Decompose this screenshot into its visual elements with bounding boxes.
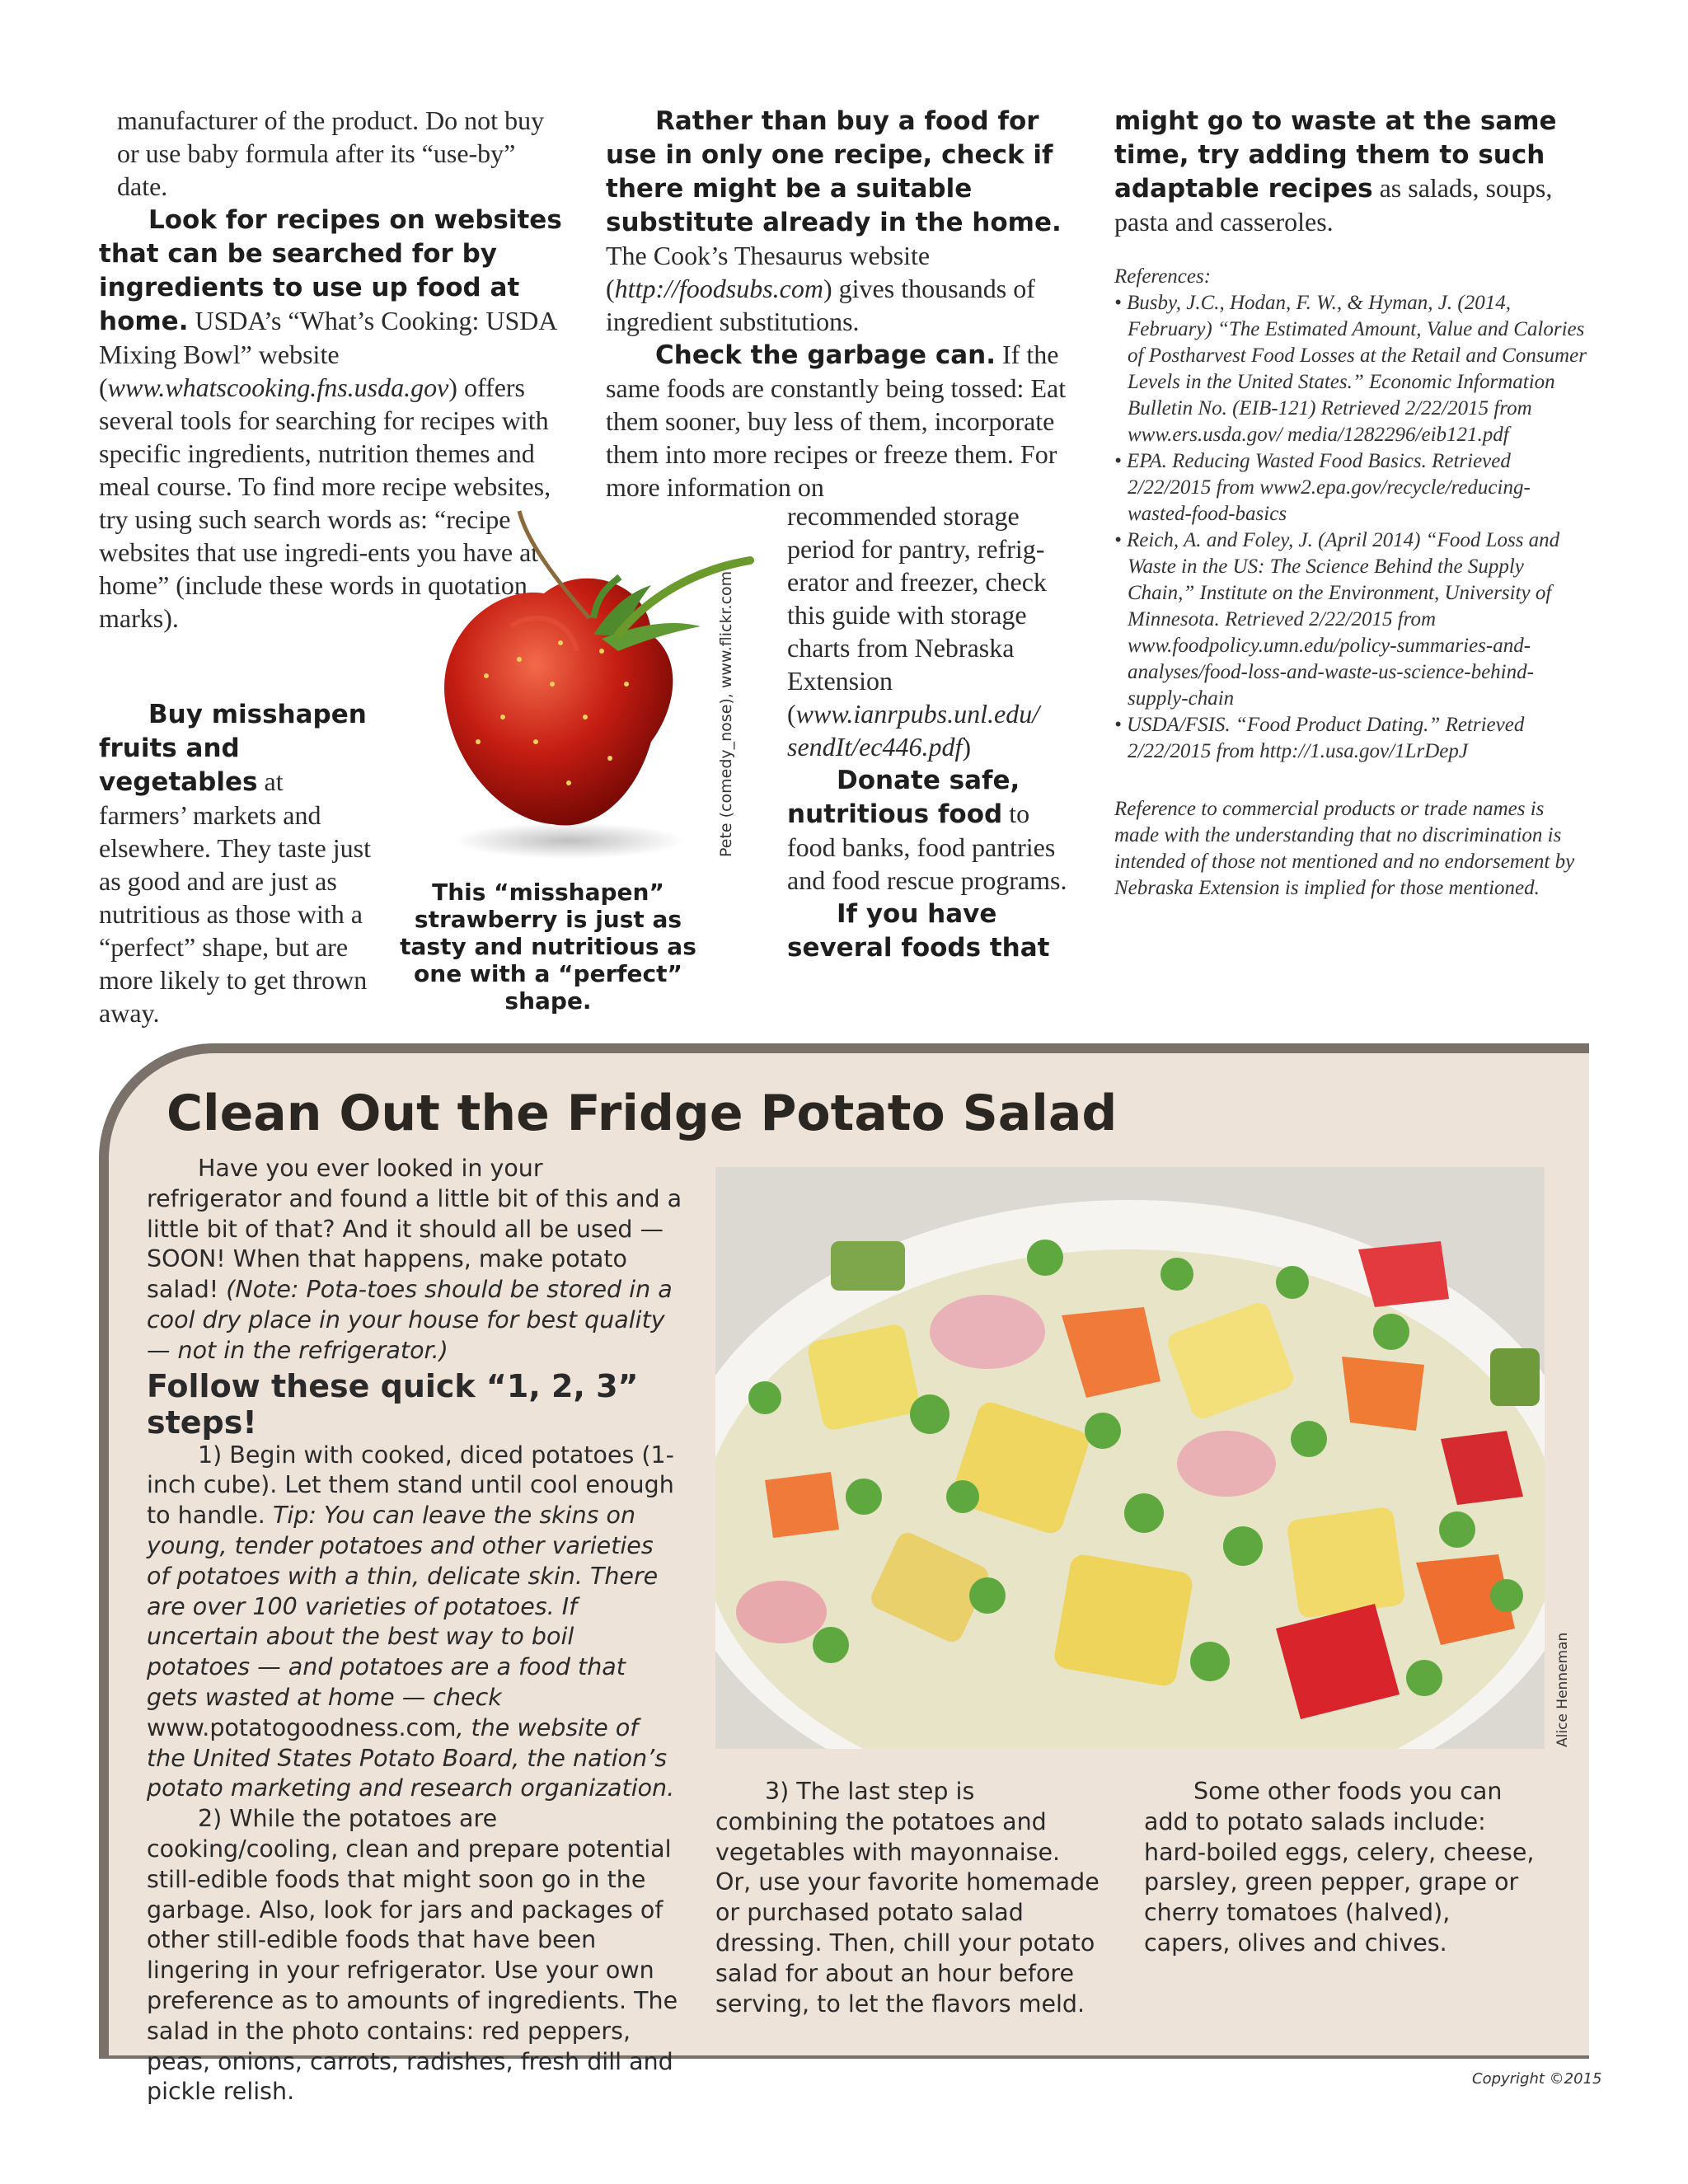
recipe-step-2: 2) While the potatoes are cooking/cooling, clean and prepare potential still-edible foods that might soon go in the garbage. Also, look for jars and packages of other still-edible foods that have been lingering in your refrigerator. Use your own preference as to amounts of ingredients. The salad in the photo contains: red peppers, peas, onions, carrots, radishes, fresh dill and pickle relish. — [147, 1805, 678, 2106]
recipe-left-column — [147, 1154, 682, 2107]
references-title: References: — [1114, 265, 1212, 288]
col1-p3-heading: Buy misshapen fruits and vegetables — [99, 700, 367, 797]
disclaimer: Reference to commercial products or trade names is made with the understanding that no discrimination is intended of those not mentioned and no endorsement by Nebraska Extension is implied for those mentioned. — [1114, 798, 1575, 899]
col2-p4-heading: If you have several foods that — [787, 899, 1050, 963]
foodsubs-link[interactable]: http://foodsubs.com — [614, 274, 823, 303]
potatogoodness-link[interactable]: www.potatogoodness.com — [147, 1713, 457, 1741]
reference-item: • Reich, A. and Foley, J. (April 2014) “Food Loss and Waste in the US: The Science Behind the Supply Chain,” Institute on the Environment, University of Minnesota. Retrieved 2/22/2015 from www.foodpolicy.umn.edu/policy-summaries-and-analyses/food-loss-and-waste-us-science-behind-supply-chain — [1114, 529, 1560, 710]
recipe-intro: Have you ever looked in your refrigerator and found a little bit of this and a little bit of that? And it should all be used — SOON! When that happens, make potato salad! (Note: Pota-toes should be stored in a cool dry place in your house for best quality — not in the refrigerator.) — [147, 1155, 682, 1364]
col1-paragraph-1: manufacturer of the product. Do not buy or use baby formula after its “use-by” date. — [117, 105, 545, 201]
strawberry-figure — [404, 494, 767, 874]
column-2 — [606, 104, 1084, 504]
col2-p3-heading: Donate safe, nutritious food — [787, 766, 1020, 829]
recipe-other-foods: Some other foods you can add to potato salads include: hard-boiled eggs, celery, cheese, parsley, green pepper, grape or cherry tomatoes (halved), capers, olives and chives. — [1144, 1778, 1535, 1957]
column-2-lower — [787, 499, 1084, 964]
ianrpubs-link[interactable]: www.ianrpubs.unl.edu/ sendIt/ec446.pdf — [787, 699, 1040, 762]
recipe-step-3: 3) The last step is combining the potatoes and vegetables with mayonnaise. Or, use your favorite homemade or purchased potato salad dressing. Then, chill your potato salad for about an hour before serving, to let the flavors meld. — [715, 1778, 1100, 2018]
strawberry-caption: This “misshapen” strawberry is just as tasty and nutritious as one with a “perfect” shape. — [400, 879, 696, 1015]
references — [1114, 264, 1592, 922]
strawberry-image — [404, 494, 767, 874]
steps-heading: Follow these quick “1, 2, 3” steps! — [147, 1367, 639, 1441]
col1-paragraph-2: Look for recipes on websites that can be searched for by ingredients to use up food at home. USDA’s “What’s Cooking: USDA Mixing Bowl” website (www.whatscooking.fns.usda.gov) offers several tools for searching for recipes with specific ingredients, nutrition themes and meal course. To find more recipe websites, try using such search words as: “recipe websites that use ingredi-ents you have at home” (include these words in quotation marks). — [99, 205, 562, 633]
col2-p1-heading: Rather than buy a food for use in only one recipe, check if there might be a suitable substitute already in the home. — [606, 106, 1062, 237]
column-1-lower — [99, 697, 371, 1029]
reference-item: • Busby, J.C., Hodan, F. W., & Hyman, J. (2014, February) “The Estimated Amount, Value and Calories of Postharvest Food Losses at the Retail and Consumer Levels in the United States.” Economic Information Bulletin No. (EIB-121) Retrieved 2/22/2015 from www.ers.usda.gov/ media/1282296/eib121.pdf — [1114, 292, 1587, 446]
col2-paragraph-4 — [787, 897, 1084, 964]
col2-p2-heading: Check the garbage can. — [655, 340, 996, 370]
recipe-title: Clean Out the Fridge Potato Salad — [166, 1085, 1118, 1142]
col1-paragraph-3: Buy misshapen fruits and vegetables at farmers’ markets and elsewhere. They taste just as good and are just as nutritious as those with a “perfect” shape, but are more likely to get thrown away. — [99, 700, 371, 1028]
col3-p1-heading: might go to waste at the same time, try adding them to such adaptable recipes — [1114, 106, 1557, 204]
strawberry-photo-credit: Pete (comedy_nose), www.flickr.com — [717, 570, 735, 857]
reference-item: • USDA/FSIS. “Food Product Dating.” Retrieved 2/22/2015 from http://1.usa.gov/1LrDepJ — [1114, 714, 1525, 762]
col2-paragraph-1: Rather than buy a food for use in only one recipe, check if there might be a suitable substitute already in the home. The Cook’s Thesaurus website (http://foodsubs.com) gives thousands of ingredient substitutions. — [606, 106, 1062, 336]
recipe-step-1: 1) Begin with cooked, diced potatoes (1-inch cube). Let them stand until cool enough to handle. Tip: You can leave the skins on young, tender potatoes and other varieties of potatoes with a thin, delicate skin. There are over 100 varieties of potatoes. If uncertain about the best way to boil potatoes — and potatoes are a food that gets wasted at home — check www.potatogoodness.com, the website of the United States Potato Board, the nation’s potato marketing and research organization. — [147, 1441, 675, 1802]
column-3 — [1114, 104, 1592, 238]
reference-item: • EPA. Reducing Wasted Food Basics. Retrieved 2/22/2015 from www2.epa.gov/recycle/reducing-wasted-food-basics — [1114, 450, 1531, 525]
col2-paragraph-2-cont: recommended storage period for pantry, refrig-erator and freezer, check this guide with storage charts from Nebraska Extension (www.ianrpubs.unl.edu/ sendIt/ec446.pdf) — [787, 501, 1047, 762]
potato-salad-photo — [715, 1167, 1545, 1749]
potato-salad-image — [715, 1167, 1545, 1749]
col3-paragraph-1: might go to waste at the same time, try adding them to such adaptable recipes as salads, soups, pasta and casseroles. — [1114, 106, 1557, 237]
col2-paragraph-3: Donate safe, nutritious food to food banks, food pantries and food rescue programs. — [787, 766, 1067, 895]
col2-paragraph-2: Check the garbage can. If the same foods are constantly being tossed: Eat them sooner, buy less of them, incorporate them into more recipes or freeze them. For more information on — [606, 340, 1067, 502]
copyright: Copyright ©2015 — [1472, 2070, 1602, 2088]
col1-p2-heading: Look for recipes on websites that can be searched for by ingredients to use up food at home. — [99, 205, 562, 336]
salad-photo-credit: Alice Henneman — [1554, 1632, 1571, 1747]
recipe-right-column — [1144, 1777, 1540, 1959]
recipe-middle-column — [715, 1777, 1103, 2019]
whatscooking-link[interactable]: www.whatscooking.fns.usda.gov — [107, 373, 449, 402]
